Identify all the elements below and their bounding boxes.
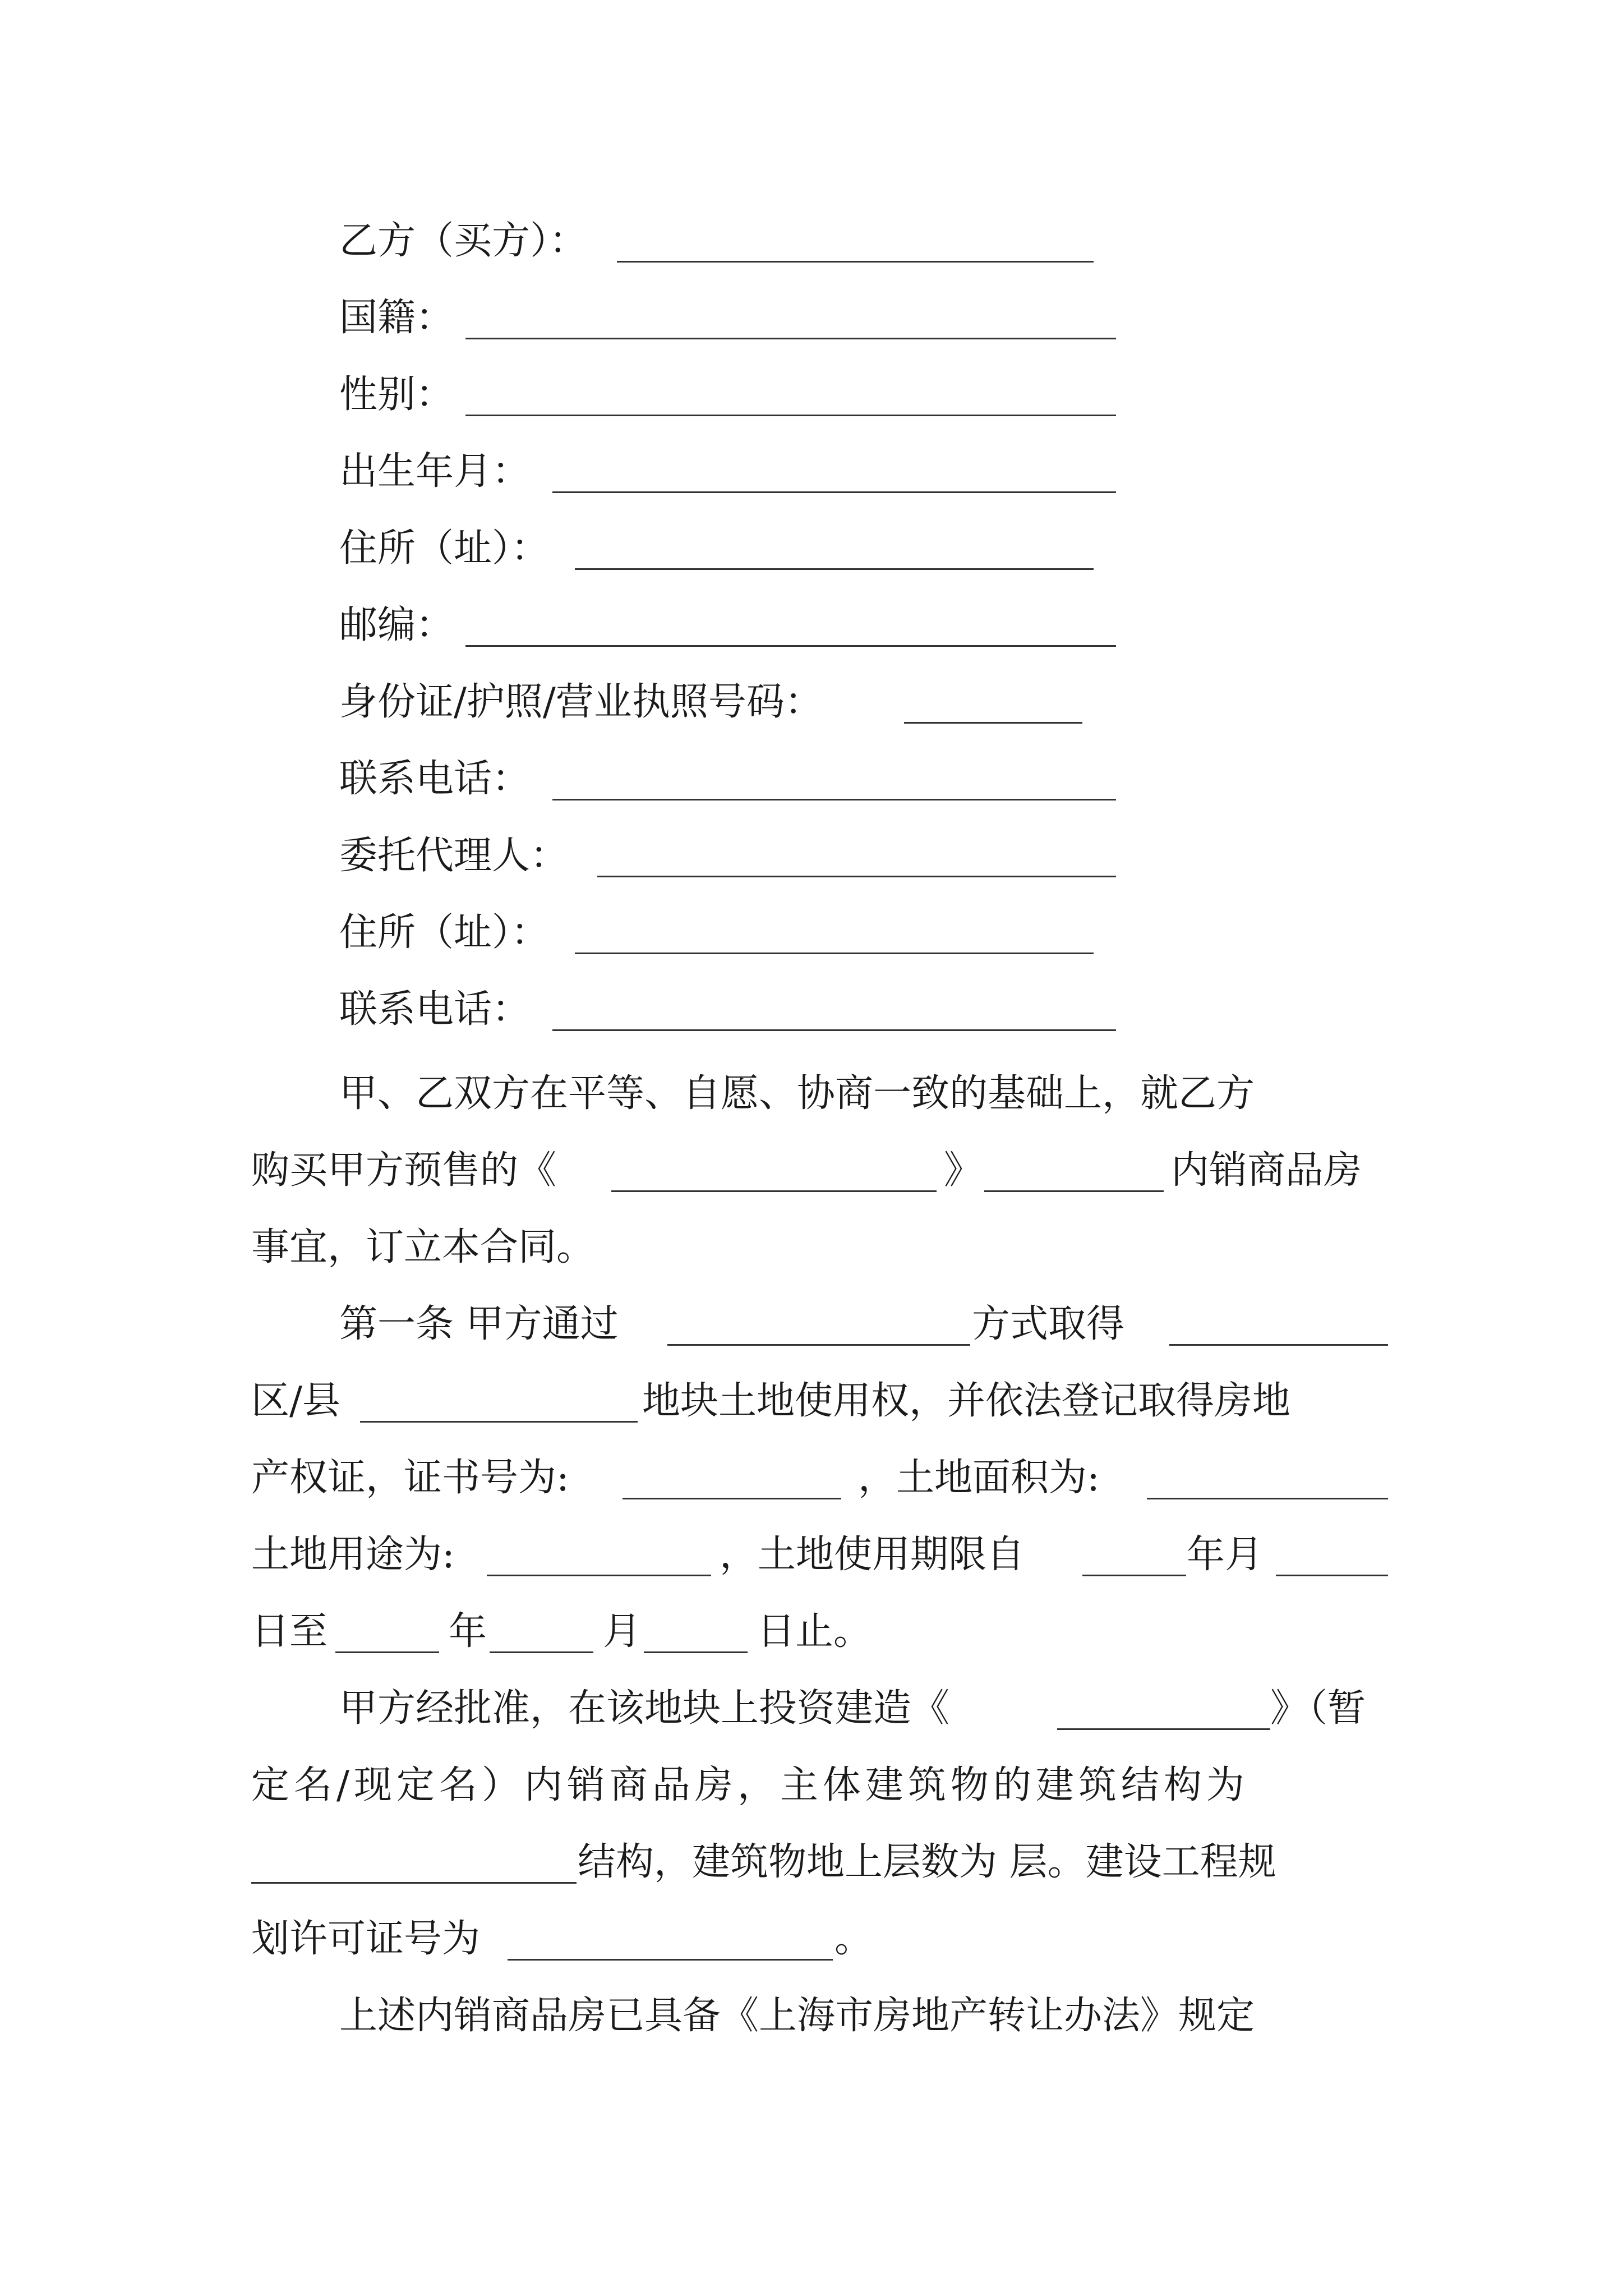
field-label: 联系电话：: [339, 987, 531, 1032]
article-text: 第一条 甲方通过: [339, 1302, 619, 1346]
intro-text: 购买甲方预售的《: [251, 1148, 557, 1193]
article-text: 地块土地使用权，并依法登记取得房地: [642, 1379, 1291, 1423]
blank-buyer[interactable]: [617, 261, 1094, 263]
para-text: 甲方经批准，在该地块上投资建造《: [339, 1686, 950, 1731]
blank-permit-number[interactable]: [508, 1959, 833, 1961]
blank-building-name[interactable]: [1057, 1728, 1270, 1730]
blank-term-end-month[interactable]: [490, 1651, 593, 1653]
intro-text: 内销商品房: [1171, 1148, 1362, 1193]
field-label: 联系电话：: [339, 757, 531, 801]
para3-line-1: 上述内销商品房已具备《上海市房地产转让办法》规定: [339, 1994, 1255, 2038]
intro-line-1: 甲、乙双方在平等、自愿、协商一致的基础上，就乙方: [339, 1071, 1255, 1116]
article-text: 日至: [251, 1609, 328, 1654]
blank-phone[interactable]: [552, 799, 1116, 800]
intro-line-3: 事宜，订立本合同。: [251, 1225, 595, 1269]
blank-agent[interactable]: [597, 876, 1116, 877]
para-text: 划许可证号为: [251, 1917, 481, 1961]
blank-land-use[interactable]: [487, 1575, 711, 1576]
blank-cert-number[interactable]: [623, 1498, 841, 1499]
blank-term-start-day[interactable]: [1276, 1575, 1388, 1576]
blank-gender[interactable]: [465, 415, 1116, 416]
blank-birth[interactable]: [552, 491, 1116, 493]
blank-project-scope[interactable]: [984, 1190, 1164, 1192]
field-label: 乙方（买方）：: [339, 219, 588, 263]
field-label: 住所（址）：: [339, 910, 550, 955]
intro-text: 》: [944, 1148, 983, 1193]
blank-term-end-day[interactable]: [644, 1651, 748, 1653]
blank-agent-phone[interactable]: [552, 1029, 1116, 1031]
field-label: 国籍：: [339, 296, 454, 340]
article-text: ，土地面积为:: [858, 1456, 1100, 1500]
blank-agent-address[interactable]: [575, 953, 1094, 954]
blank-id-number[interactable]: [904, 722, 1082, 724]
blank-structure[interactable]: [251, 1882, 577, 1884]
blank-address[interactable]: [575, 568, 1094, 570]
field-label: 委托代理人：: [339, 834, 569, 878]
article-text: 日止。: [757, 1609, 872, 1654]
para2-line-2: 定名/现定名）内销商品房，主体建筑物的建筑结构为: [251, 1763, 1249, 1807]
para2-line-3: 结构，建筑物地上层数为 层。建设工程规: [578, 1840, 1276, 1884]
blank-land-area[interactable]: [1147, 1498, 1388, 1499]
article-text: 区/县: [251, 1379, 340, 1423]
blank-term-start-year[interactable]: [1082, 1575, 1186, 1576]
field-label: 出生年月：: [339, 449, 531, 494]
blank-acquire-method[interactable]: [667, 1344, 970, 1346]
field-label: 邮编：: [339, 603, 454, 647]
para-text: 。: [834, 1917, 873, 1961]
blank-nationality[interactable]: [465, 338, 1116, 339]
blank-acquire-location[interactable]: [1169, 1344, 1388, 1346]
article-text: 月: [603, 1609, 642, 1654]
para-text: 》（暂: [1270, 1686, 1366, 1731]
field-label: 性别：: [339, 372, 454, 417]
article-text: 年: [449, 1609, 487, 1654]
blank-postcode[interactable]: [465, 645, 1116, 647]
article-text: 产权证，证书号为:: [251, 1456, 569, 1500]
article-text: 方式取得: [972, 1302, 1125, 1346]
field-label: 住所（址）：: [339, 526, 550, 570]
article-text: 土地用途为:: [251, 1533, 455, 1577]
field-label: 身份证/护照/营业执照号码：: [339, 680, 823, 724]
blank-term-end-year[interactable]: [335, 1651, 439, 1653]
article-text: 年月: [1187, 1533, 1264, 1577]
article-text: ，土地使用期限自: [720, 1533, 1025, 1577]
blank-district[interactable]: [360, 1421, 638, 1423]
blank-project-name[interactable]: [611, 1190, 937, 1192]
